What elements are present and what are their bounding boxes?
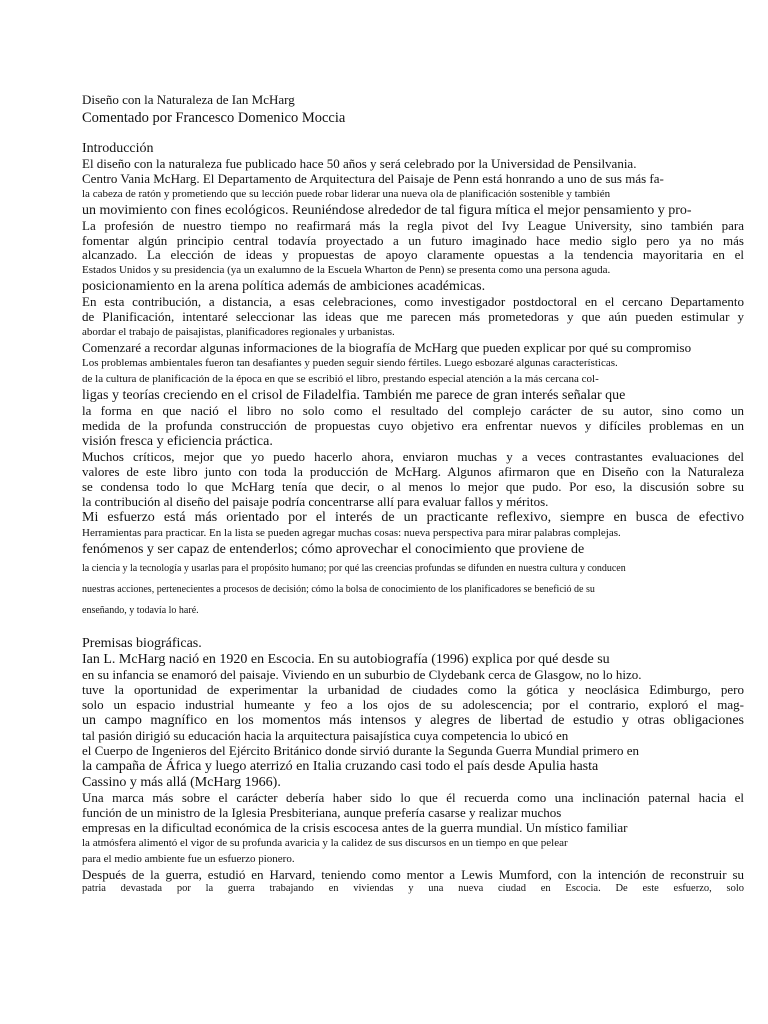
text-line: Estados Unidos y su presidencia (ya un exalumno de la Escuela Wharton de Penn) se presenta como una persona aguda. (82, 264, 611, 277)
text-line: la atmósfera alimentó el vigor de su profunda avaricia y la calidez de sus discursos en un tiempo en que pelear (82, 836, 568, 849)
document-subtitle: Comentado por Francesco Domenico Moccia (82, 109, 346, 126)
text-line: de Planificación, intentaré seleccionar las ideas que me parecen más prometedoras y que aún pueden estimular y (82, 309, 744, 325)
text-line: la ciencia y la tecnología y usarlas para el propósito humano; por qué las creencias profundas se difunden en nuestra cultura y conducen (82, 563, 626, 575)
section-heading-introduccion: Introducción (82, 140, 154, 156)
text-line: la cabeza de ratón y prometiendo que su lección puede robar liderar una nueva ola de planificación sostenible y también (82, 187, 611, 200)
text-line: tuve la oportunidad de experimentar la urbanidad de ciudades como la gótica y neoclásica Edimburgo, pero (82, 682, 744, 698)
document-body (82, 93, 744, 895)
text-line: Muchos críticos, mejor que yo puedo hacerlo ahora, enviaron muchas y a veces contrastantes evaluaciones del (82, 449, 744, 465)
text-line: fomentar algún principio central todavía proyectado a un futuro imaginado hace medio siglo pero ya no más (82, 232, 744, 248)
text-line: Cassino y más allá (McHarg 1966). (82, 775, 281, 791)
text-line: en su infancia se enamoró del paisaje. Viviendo en un suburbio de Clydebank cerca de Glasgow, no lo hizo. (82, 667, 642, 683)
text-line: Los problemas ambientales fueron tan desafiantes y pueden seguir siendo fértiles. Luego esbozaré algunas características. (82, 357, 618, 370)
text-line: Una marca más sobre el carácter debería haber sido lo que él recuerda como una inclinación paternal hacia el (82, 790, 744, 806)
text-line: enseñando, y todavía lo haré. (82, 605, 199, 617)
text-line: La profesión de nuestro tiempo no reafirmará más la regla pivot del Ivy League University, sino también para (82, 217, 744, 233)
text-line: alcanzado. La elección de ideas y propuestas de apoyo claramente opuestas a la tendencia mayoritaria en el (82, 247, 744, 263)
text-line: un campo magnífico en los momentos más intensos y alegres de libertad de estudio y otras obligaciones (82, 713, 744, 729)
text-line: visión fresca y eficiencia práctica. (82, 434, 273, 450)
text-line: empresas en la dificultad económica de la crisis escocesa antes de la guerra mundial. Un místico familiar (82, 820, 628, 836)
text-line: el Cuerpo de Ingenieros del Ejército Británico donde sirvió durante la Segunda Guerra Mundial primero en (82, 743, 640, 759)
text-line: Mi esfuerzo está más orientado por el interés de un practicante reflexivo, siempre en busca de efectivo (82, 509, 744, 525)
text-line: abordar el trabajo de paisajistas, planificadores regionales y urbanistas. (82, 326, 395, 339)
text-line: se condensa todo lo que McHarg tenía que decir, o al menos lo mejor que pudo. Por eso, la discusión sobre su (82, 479, 744, 495)
text-line: función de un ministro de la Iglesia Presbiteriana, aunque prefería casarse y realizar muchos (82, 805, 562, 821)
text-line: nuestras acciones, pertenecientes a procesos de decisión; cómo la bolsa de conocimiento de los planificadores se benefició de su (82, 584, 595, 596)
text-line: Herramientas para practicar. En la lista se pueden agregar muchas cosas: nueva perspectiva para mirar palabras complejas. (82, 526, 621, 539)
document-title: Diseño con la Naturaleza de Ian McHarg (82, 92, 295, 107)
section-heading-premisas-biograficas: Premisas biográficas. (82, 636, 202, 652)
text-line: tal pasión dirigió su educación hacia la arquitectura paisajística cuya competencia lo ubicó en (82, 728, 569, 744)
text-line: posicionamiento en la arena política además de ambiciones académicas. (82, 279, 486, 295)
text-line: la contribución al diseño del paisaje podría concentrarse allí para evaluar fallos y méritos. (82, 493, 549, 509)
text-line: un movimiento con fines ecológicos. Reuniéndose alrededor de tal figura mítica el mejor pensamiento y pro- (82, 202, 692, 218)
text-line: medida de la profunda construcción de propuestas cuyo objetivo era enfrentar nuevos y difíciles problemas en un (82, 418, 744, 434)
text-line: valores de este libro junto con toda la producción de McHarg. Algunos afirmaron que en Diseño con la Naturaleza (82, 464, 744, 480)
text-line: Comenzaré a recordar algunas informaciones de la biografía de McHarg que pueden explicar por qué su compromiso (82, 340, 692, 356)
text-line: para el medio ambiente fue un esfuerzo pionero. (82, 852, 295, 865)
text-line: Ian L. McHarg nació en 1920 en Escocia. En su autobiografía (1996) explica por qué desde su (82, 652, 610, 668)
text-line: En esta contribución, a distancia, a esas celebraciones, como investigador postdoctoral en el cercano Departamento (82, 294, 744, 310)
text-line: Centro Vania McHarg. El Departamento de Arquitectura del Paisaje de Penn está honrando a uno de sus más fa- (82, 170, 664, 186)
text-line: solo un espacio industrial humeante y feo a los ojos de su adolescencia; por el contrario, exploró el mag- (82, 697, 744, 713)
text-line: de la cultura de planificación de la época en que se escribió el libro, prestando especial atención a la más cercana col- (82, 373, 599, 386)
text-line: ligas y teorías creciendo en el crisol de Filadelfia. También me parece de gran interés señalar que (82, 388, 626, 404)
text-line: El diseño con la naturaleza fue publicado hace 50 años y será celebrado por la Universidad de Pensilvania. (82, 155, 637, 171)
text-line: la forma en que nació el libro no solo como el resultado del complejo carácter de su autor, sino como un (82, 403, 744, 419)
text-line: fenómenos y ser capaz de entenderlos; cómo aprovechar el conocimiento que proviene de (82, 541, 585, 557)
text-line: la campaña de África y luego aterrizó en Italia cruzando casi todo el país desde Apulia hasta (82, 758, 599, 774)
text-line: Después de la guerra, estudió en Harvard, teniendo como mentor a Lewis Mumford, con la intención de reconstruir su (82, 866, 744, 882)
text-line: patria devastada por la guerra trabajando en viviendas y una nueva ciudad en Escocia. De este esfuerzo, solo (82, 882, 744, 894)
